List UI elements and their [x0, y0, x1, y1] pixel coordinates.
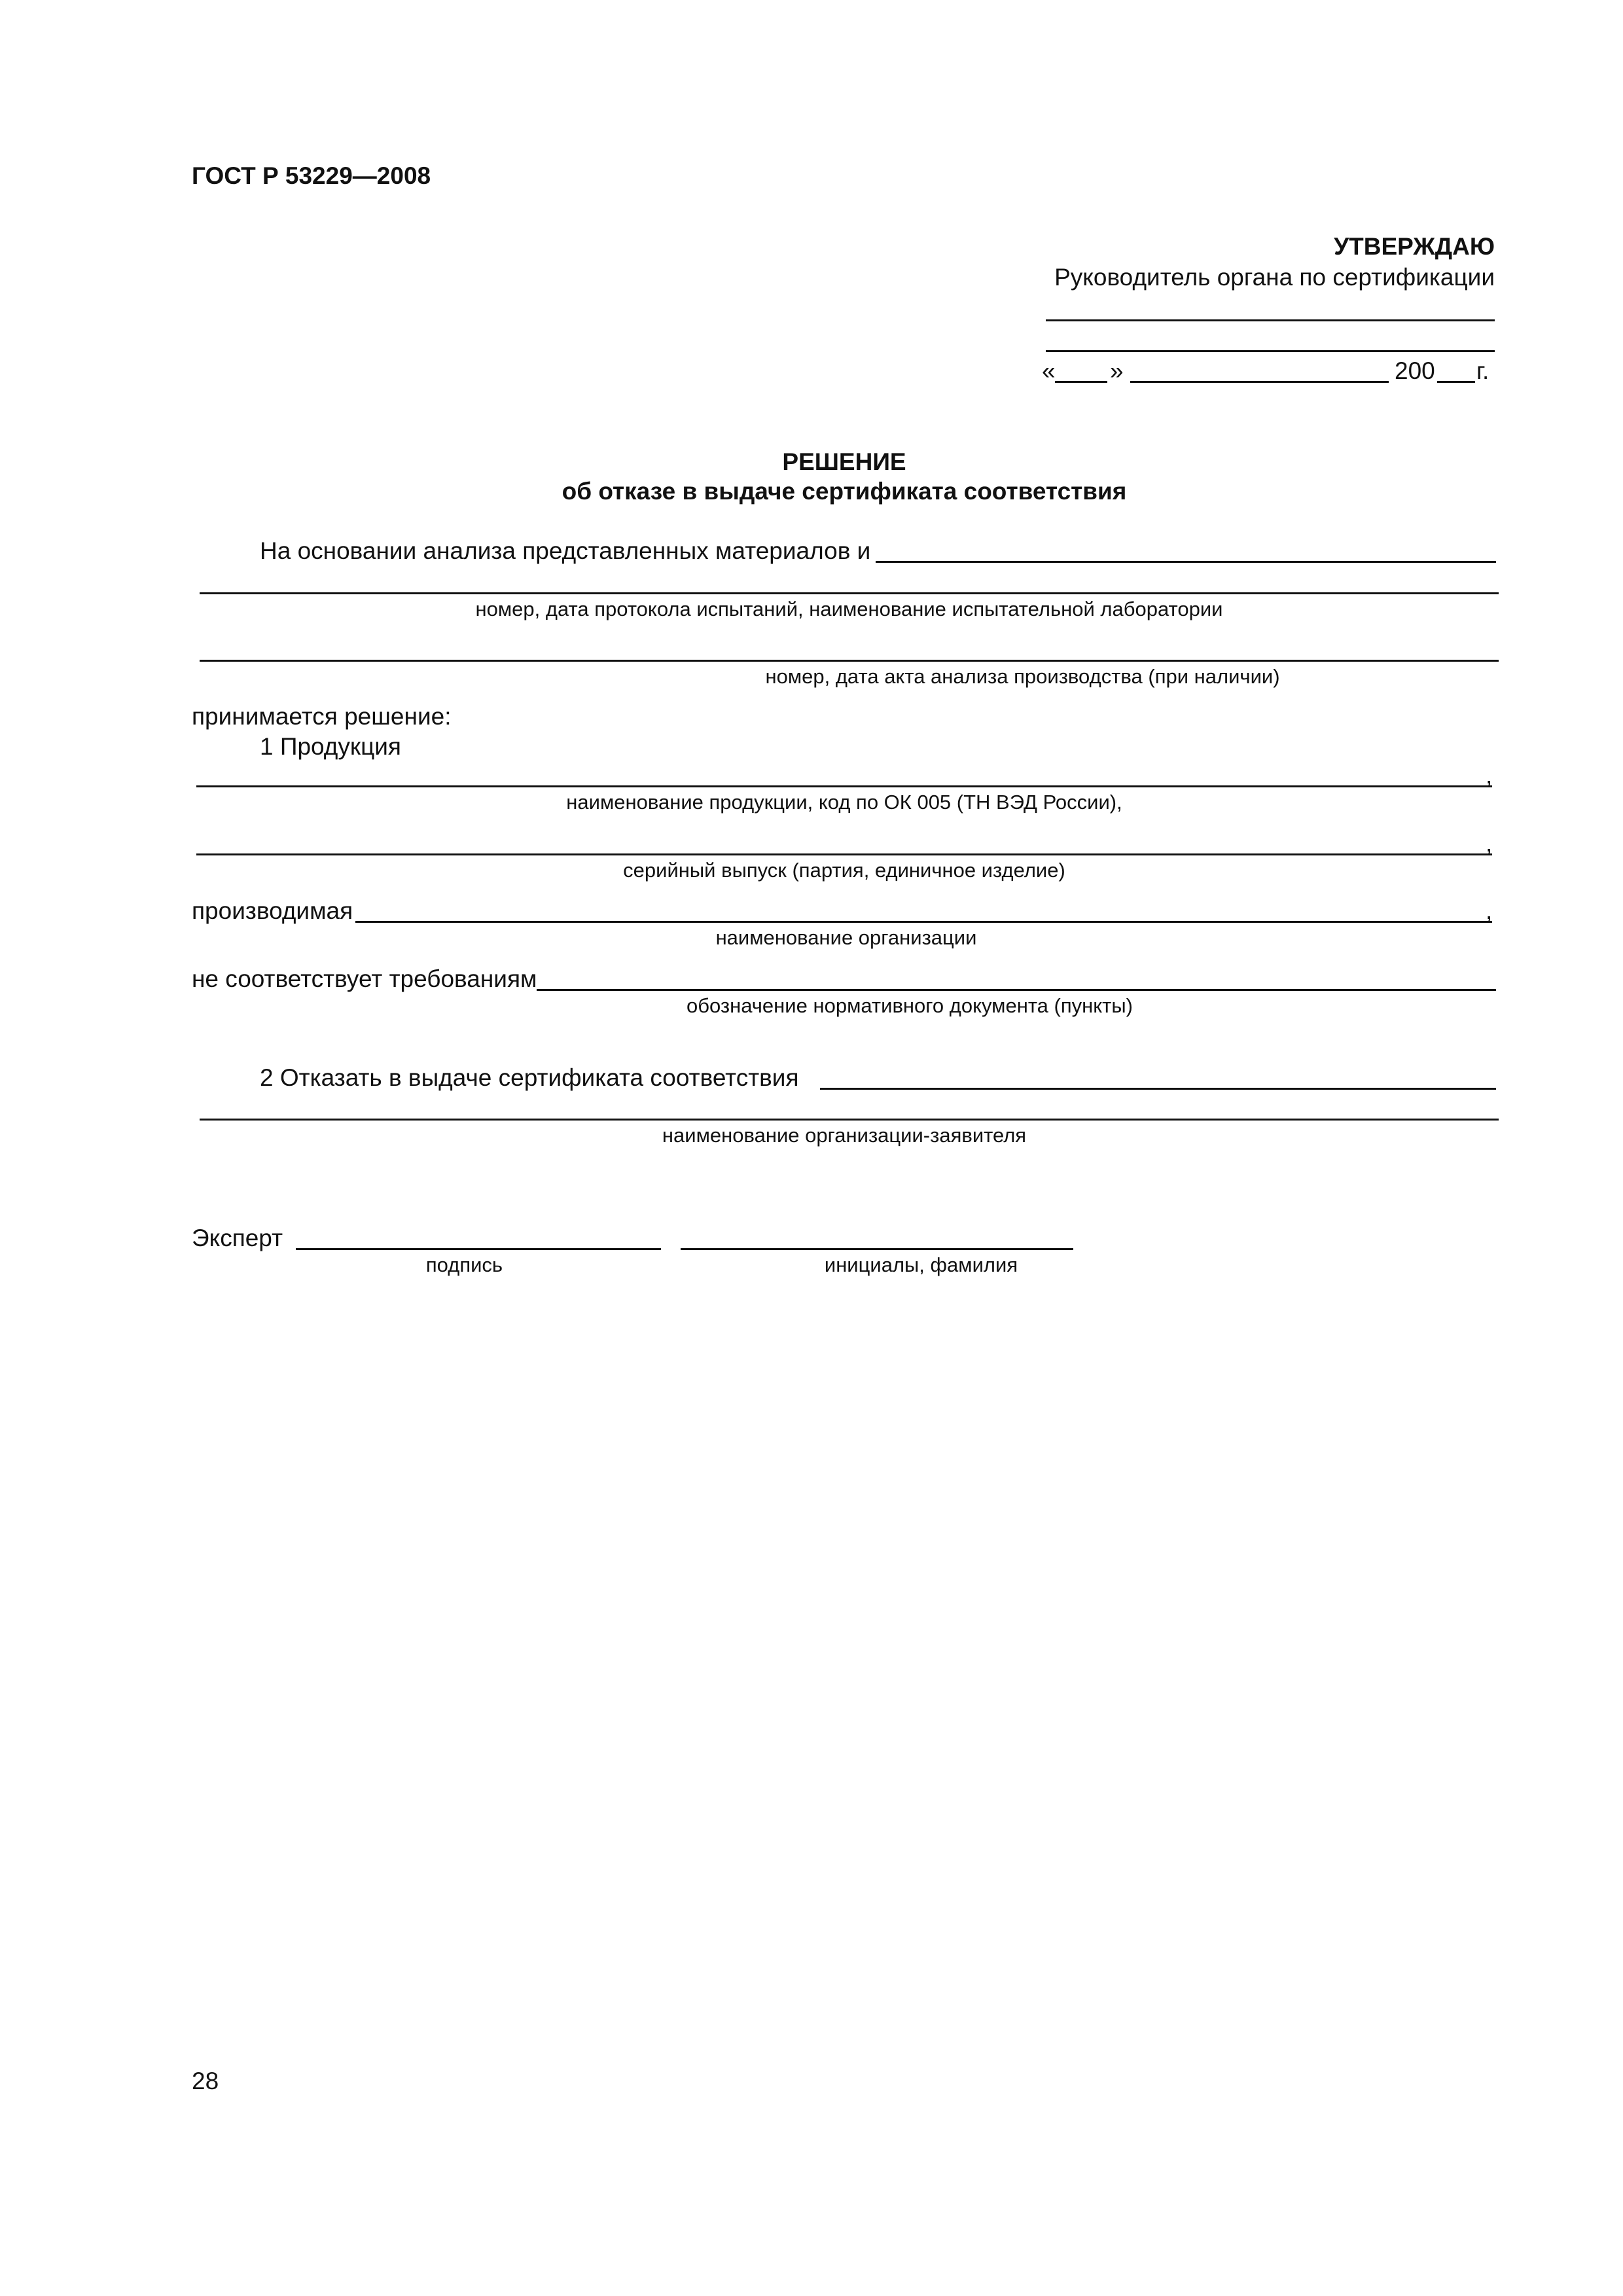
caption-protocol: номер, дата протокола испытаний, наименование испытательной лаборатории — [475, 598, 1223, 620]
applicant-line[interactable] — [200, 1119, 1499, 1121]
approval-title: УТВЕРЖДАЮ — [1334, 233, 1495, 260]
protocol-line[interactable] — [200, 592, 1499, 594]
date-year-line[interactable] — [1437, 381, 1475, 383]
caption-name: инициалы, фамилия — [824, 1253, 1018, 1276]
caption-org: наименование организации — [715, 926, 977, 949]
name-line[interactable] — [681, 1248, 1073, 1250]
caption-normdoc: обозначение нормативного документа (пункты) — [687, 994, 1133, 1017]
date-year-suffix: г. — [1476, 357, 1489, 384]
produced-line[interactable] — [355, 921, 1492, 923]
gost-number: ГОСТ Р 53229—2008 — [192, 162, 431, 189]
date-month-line[interactable] — [1130, 381, 1389, 383]
signature-line[interactable] — [296, 1248, 661, 1250]
decision-subtitle: об отказе в выдаче сертификата соответствия — [562, 478, 1127, 505]
decision-title: РЕШЕНИЕ — [782, 448, 906, 475]
normdoc-line[interactable] — [537, 989, 1496, 991]
caption-serial: серийный выпуск (партия, единичное изделие) — [623, 859, 1065, 882]
page-number: 28 — [192, 2068, 219, 2094]
comma-product: , — [1486, 762, 1493, 789]
date-open-quote: « — [1042, 357, 1056, 384]
item2-label: 2 Отказать в выдаче сертификата соответствия — [260, 1064, 799, 1091]
produced-label: производимая — [192, 897, 353, 924]
caption-signature: подпись — [425, 1253, 503, 1276]
caption-applicant: наименование организации-заявителя — [662, 1124, 1027, 1147]
basis-text: На основании анализа представленных материалов и — [260, 537, 871, 564]
expert-label: Эксперт — [192, 1225, 283, 1251]
act-line[interactable] — [200, 660, 1499, 662]
comma-produced: , — [1486, 897, 1493, 924]
noncompliance-label: не соответствует требованиям — [192, 965, 537, 992]
approver-line-1[interactable] — [1046, 319, 1495, 321]
approver-line-2[interactable] — [1046, 350, 1495, 352]
date-year-prefix: 200 — [1395, 357, 1435, 384]
caption-act: номер, дата акта анализа производства (при наличии) — [765, 665, 1280, 688]
item1-label: 1 Продукция — [260, 733, 401, 760]
serial-line[interactable] — [196, 853, 1492, 855]
date-day-line[interactable] — [1055, 381, 1107, 383]
approval-position: Руководитель органа по сертификации — [1054, 264, 1495, 291]
comma-serial: , — [1486, 830, 1493, 857]
refusal-line[interactable] — [820, 1088, 1496, 1090]
date-close-quote: » — [1110, 357, 1124, 384]
product-line[interactable] — [196, 785, 1492, 787]
basis-line[interactable] — [876, 561, 1496, 563]
decision-text: принимается решение: — [192, 703, 452, 730]
caption-product: наименование продукции, код по ОК 005 (ТН ВЭД России), — [566, 791, 1122, 814]
